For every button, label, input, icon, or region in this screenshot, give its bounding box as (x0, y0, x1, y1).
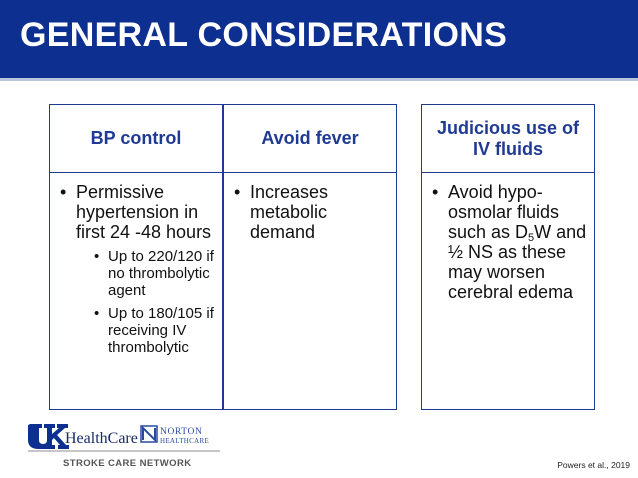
column-iv-fluids (421, 104, 595, 410)
healthcare-wordmark: HealthCare (65, 430, 138, 447)
bullet-item (58, 182, 216, 356)
bullet-text-before: Avoid hypo-osmolar fluids such as D (448, 182, 560, 242)
column-body (50, 173, 222, 356)
norton-logo-icon (141, 426, 157, 442)
subscript: 5 (528, 232, 535, 244)
column-body (224, 173, 396, 242)
bullet-text: Permissive hypertension in first 24 -48 hours (76, 182, 212, 242)
column-heading: Judicious use of IV fluids (422, 105, 594, 173)
bullet-item: • Increases metabolic demand (232, 182, 390, 242)
slide-title: GENERAL CONSIDERATIONS (20, 16, 508, 54)
title-bar (0, 0, 638, 81)
bullet-text-after: W and ½ NS as these may worsen cerebral edema (448, 222, 587, 302)
sub-bullet-item: • Up to 180/105 if receiving IV thrombolytic (94, 305, 216, 356)
column-heading: BP control (50, 105, 222, 173)
column-avoid-fever (223, 104, 397, 410)
sub-bullet-item: • Up to 220/120 if no thrombolytic agent (94, 248, 216, 299)
norton-wordmark: NORTON (160, 427, 203, 437)
column-body (422, 173, 594, 302)
column-heading: Avoid fever (224, 105, 396, 173)
logo-graphic (28, 420, 228, 472)
column-bp-control (49, 104, 223, 410)
norton-healthcare-wordmark: HEALTHCARE (160, 437, 210, 445)
network-label: STROKE CARE NETWORK (63, 458, 192, 469)
footer-logos (28, 420, 228, 472)
citation: Powers et al., 2019 (557, 460, 630, 470)
bullet-item (430, 182, 588, 302)
uk-mark-text: UK (29, 436, 31, 437)
uk-logo-icon (28, 424, 69, 449)
